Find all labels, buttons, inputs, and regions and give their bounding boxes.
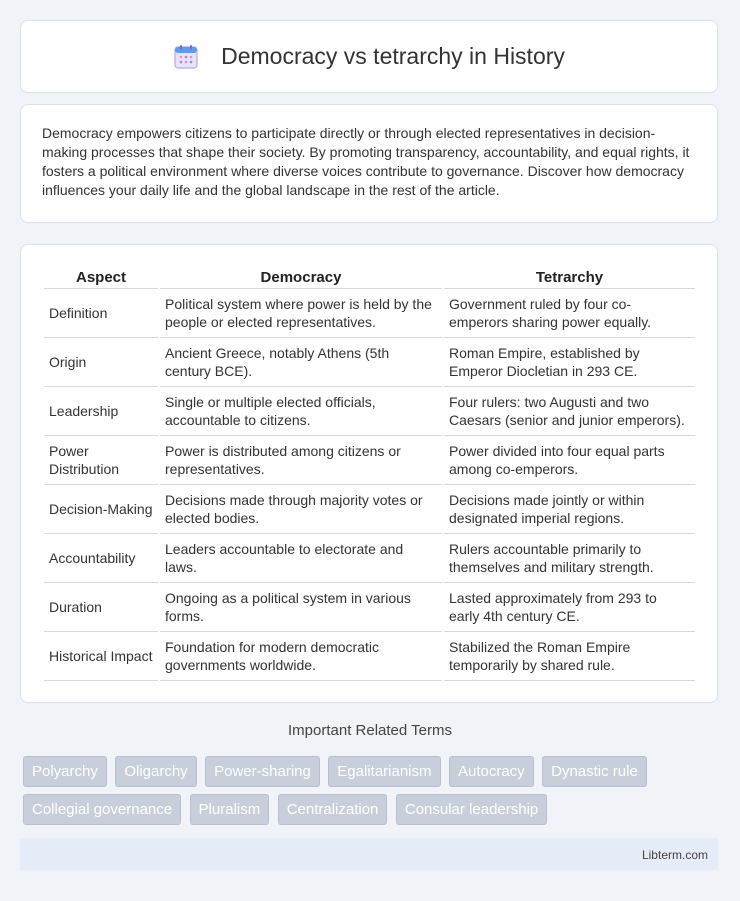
tetrarchy-cell: Stabilized the Roman Empire temporarily by shared rule. [444,632,695,681]
democracy-cell: Ancient Greece, notably Athens (5th century BCE). [160,338,442,387]
tag-power-sharing[interactable]: Power-sharing [205,756,320,787]
intro-text: Democracy empowers citizens to participate directly or through elected representatives in decision-making processes that shape their society. By promoting transparency, accountability, and equal rights, it fosters a political environment where diverse voices contribute to governance. Discover how democracy influences your daily life and the global landscape in the rest of the article. [42,125,690,198]
tag-egalitarianism[interactable]: Egalitarianism [328,756,440,787]
related-terms-list [23,756,713,832]
table-row [44,583,695,632]
tetrarchy-cell: Decisions made jointly or within designated imperial regions. [444,485,695,534]
comparison-table [42,266,697,681]
democracy-cell: Power is distributed among citizens or representatives. [160,436,442,485]
header-aspect: Aspect [44,266,158,289]
related-terms-title: Important Related Terms [288,722,452,739]
tetrarchy-cell: Government ruled by four co-emperors sharing power equally. [444,289,695,338]
democracy-cell: Foundation for modern democratic governments worldwide. [160,632,442,681]
aspect-cell: Power Distribution [44,436,158,485]
table-header-row [44,266,695,289]
footer [20,838,718,870]
democracy-cell: Single or multiple elected officials, accountable to citizens. [160,387,442,436]
tag-centralization[interactable]: Centralization [278,794,388,825]
democracy-cell: Leaders accountable to electorate and laws. [160,534,442,583]
header-card [20,20,718,93]
aspect-cell: Historical Impact [44,632,158,681]
tag-polyarchy[interactable]: Polyarchy [23,756,107,787]
democracy-cell: Decisions made through majority votes or elected bodies. [160,485,442,534]
aspect-cell: Duration [44,583,158,632]
tag-oligarchy[interactable]: Oligarchy [115,756,196,787]
table-row [44,534,695,583]
tetrarchy-cell: Lasted approximately from 293 to early 4th century CE. [444,583,695,632]
table-row [44,289,695,338]
header-tetrarchy: Tetrarchy [444,266,695,289]
democracy-cell: Ongoing as a political system in various forms. [160,583,442,632]
page-title: Democracy vs tetrarchy in History [221,43,565,69]
tetrarchy-cell: Power divided into four equal parts among co-emperors. [444,436,695,485]
tag-consular-leadership[interactable]: Consular leadership [396,794,547,825]
tetrarchy-cell: Roman Empire, established by Emperor Diocletian in 293 CE. [444,338,695,387]
table-row [44,632,695,681]
aspect-cell: Leadership [44,387,158,436]
table-row [44,387,695,436]
tag-autocracy[interactable]: Autocracy [449,756,534,787]
intro-card [20,104,718,223]
tag-collegial-governance[interactable]: Collegial governance [23,794,181,825]
democracy-cell: Political system where power is held by the people or elected representatives. [160,289,442,338]
aspect-cell: Accountability [44,534,158,583]
table-row [44,436,695,485]
comparison-table-card [20,244,718,703]
aspect-cell: Definition [44,289,158,338]
tag-pluralism[interactable]: Pluralism [190,794,270,825]
table-row [44,485,695,534]
table-row [44,338,695,387]
tag-dynastic-rule[interactable]: Dynastic rule [542,756,647,787]
footer-link[interactable]: Libterm.com [641,848,708,862]
header-democracy: Democracy [160,266,442,289]
tetrarchy-cell: Four rulers: two Augusti and two Caesars (senior and junior emperors). [444,387,695,436]
tetrarchy-cell: Rulers accountable primarily to themselves and military strength. [444,534,695,583]
calendar-icon [173,44,199,70]
aspect-cell: Origin [44,338,158,387]
aspect-cell: Decision-Making [44,485,158,534]
